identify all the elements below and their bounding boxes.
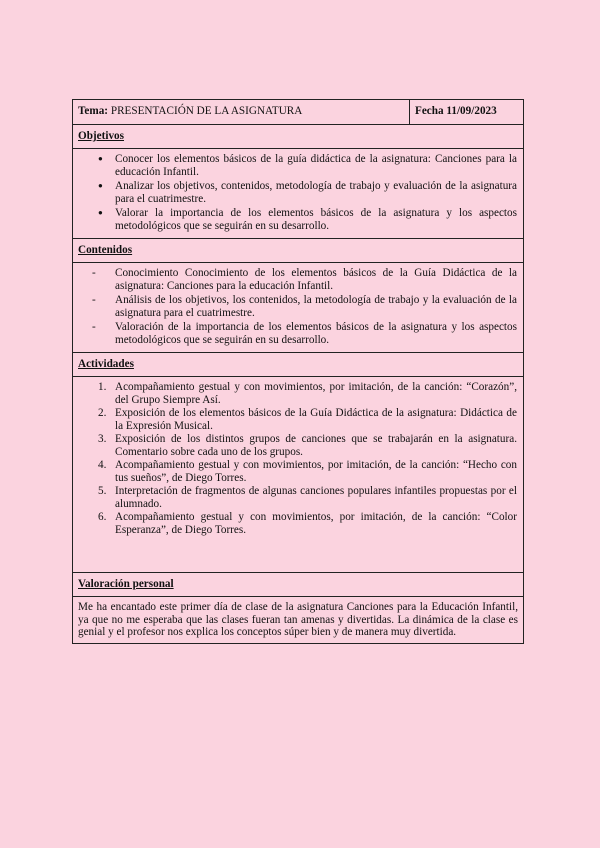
actividades-body <box>73 377 523 573</box>
session-sheet-table <box>72 99 524 644</box>
actividades-list <box>78 381 517 536</box>
list-item: - Valoración de la importancia de los elementos básicos de la asignatura y los aspectos metodológicos que se seguirán en su desarrollo. <box>92 321 517 346</box>
list-item: - Análisis de los objetivos, los contenidos, la metodología de trabajo y la evaluación de la asignatura para el cuatrimestre. <box>92 294 517 319</box>
topic-cell <box>73 100 410 124</box>
item-number: 2. <box>98 407 107 419</box>
actividades-heading: Actividades <box>73 353 523 377</box>
item-text: Exposición de los distintos grupos de canciones que se trabajarán en la asignatura. Comentario sobre cada uno de los grupos. <box>115 433 517 458</box>
valoracion-text: Me ha encantado este primer día de clase de la asignatura Canciones para la Educación Infantil, ya que no me esperaba que las clases fueran tan amenas y divertidas. La dinámica de la clase es genial y el profesor nos explica los conceptos súper bien y de manera muy divertida. <box>78 601 518 638</box>
contenidos-list <box>78 267 517 346</box>
item-text: Exposición de los elementos básicos de la Guía Didáctica de la asignatura: Didáctica de la Expresión Musical. <box>115 407 517 432</box>
item-number: 3. <box>98 433 107 445</box>
list-item <box>98 433 517 458</box>
objetivos-body <box>73 149 523 239</box>
header-row <box>73 100 523 125</box>
item-number: 5. <box>98 485 107 497</box>
topic-label: Tema: <box>78 105 109 117</box>
list-item <box>98 485 517 510</box>
item-text: Acompañamiento gestual y con movimientos, por imitación, de la canción: “Color Esperanza”, de Diego Torres. <box>115 511 517 536</box>
contenidos-heading: Contenidos <box>73 239 523 263</box>
item-number: 1. <box>98 381 107 393</box>
date-cell: Fecha 11/09/2023 <box>415 105 497 117</box>
valoracion-heading: Valoración personal <box>73 573 523 597</box>
item-text: Interpretación de fragmentos de algunas canciones populares infantiles propuestas por el alumnado. <box>115 485 517 510</box>
list-item <box>98 381 517 406</box>
objetivos-heading: Objetivos <box>73 125 523 149</box>
item-text: Acompañamiento gestual y con movimientos, por imitación, de la canción: “Hecho con tus sueños”, de Diego Torres. <box>115 459 517 484</box>
item-text: Acompañamiento gestual y con movimientos, por imitación, de la canción: “Corazón”, del Grupo Siempre Así. <box>115 381 517 406</box>
objetivos-list <box>78 153 517 232</box>
list-item <box>98 511 517 536</box>
list-item <box>98 459 517 484</box>
item-number: 6. <box>98 511 107 523</box>
list-item: ● Analizar los objetivos, contenidos, metodología de trabajo y evaluación de la asignatura para el cuatrimestre. <box>98 180 517 205</box>
list-item: ● Conocer los elementos básicos de la guía didáctica de la asignatura: Canciones para la educación Infantil. <box>98 153 517 178</box>
item-number: 4. <box>98 459 107 471</box>
list-item <box>98 407 517 432</box>
list-item: - Conocimiento Conocimiento de los elementos básicos de la Guía Didáctica de la asignatura: Canciones para la educación Infantil. <box>92 267 517 292</box>
list-item: ● Valorar la importancia de los elementos básicos de la asignatura y los aspectos metodológicos que se seguirán en su desarrollo. <box>98 207 517 232</box>
topic-value: PRESENTACIÓN DE LA ASIGNATURA <box>110 105 303 117</box>
contenidos-body <box>73 263 523 353</box>
